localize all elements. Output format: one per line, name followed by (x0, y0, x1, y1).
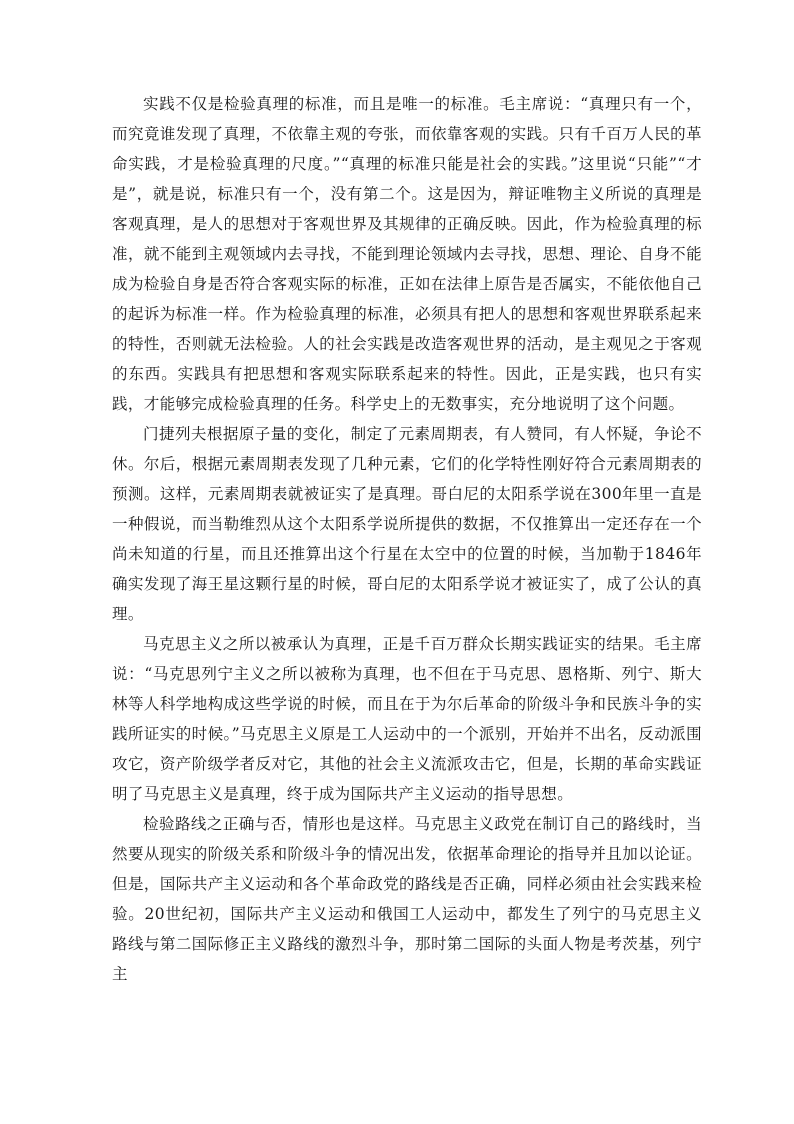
paragraph-1: 实践不仅是检验真理的标准，而且是唯一的标准。毛主席说：“真理只有一个，而究竟谁发现了真理，不依靠主观的夸张，而依靠客观的实践。只有千百万人民的革命实践，才是检验真理的尺度。”“真理的标准只能是社会的实践。”这里说“只能”“才是”，就是说，标准只有一个，没有第二个。这是因为，辩证唯物主义所说的真理是客观真理，是人的思想对于客观世界及其规律的正确反映。因此，作为检验真理的标准，就不能到主观领域内去寻找，不能到理论领域内去寻找，思想、理论、自身不能成为检验自身是否符合客观实际的标准，正如在法律上原告是否属实，不能依他自己的起诉为标准一样。作为检验真理的标准，必须具有把人的思想和客观世界联系起来的特性，否则就无法检验。人的社会实践是改造客观世界的活动，是主观见之于客观的东西。实践具有把思想和客观实际联系起来的特性。因此，正是实践，也只有实践，才能够完成检验真理的任务。科学史上的无数事实，充分地说明了这个问题。 (112, 95, 702, 413)
paragraph-4: 检验路线之正确与否，情形也是这样。马克思主义政党在制订自己的路线时，当然要从现实的阶级关系和阶级斗争的情况出发，依据革命理论的指导并且加以论证。但是，国际共产主义运动和各个革命政党的路线是否正确，同样必须由社会实践来检验。20世纪初，国际共产主义运动和俄国工人运动中，都发生了列宁的马克思主义路线与第二国际修正主义路线的激烈斗争，那时第二国际的头面人物是考茨基，列宁主 (112, 815, 702, 983)
document-body (112, 89, 702, 989)
paragraph-2: 门捷列夫根据原子量的变化，制定了元素周期表，有人赞同，有人怀疑，争论不休。尔后，根据元素周期表发现了几种元素，它们的化学特性刚好符合元素周期表的预测。这样，元素周期表就被证实了是真理。哥白尼的太阳系学说在300年里一直是一种假说，而当勒维烈从这个太阳系学说所提供的数据，不仅推算出一定还存在一个尚未知道的行星，而且还推算出这个行星在太空中的位置的时候，当加勒于1846年确实发现了海王星这颗行星的时候，哥白尼的太阳系学说才被证实了，成了公认的真理。 (112, 425, 702, 623)
paragraph-3: 马克思主义之所以被承认为真理，正是千百万群众长期实践证实的结果。毛主席说：“马克思列宁主义之所以被称为真理，也不但在于马克思、恩格斯、列宁、斯大林等人科学地构成这些学说的时候，而且在于为尔后革命的阶级斗争和民族斗争的实践所证实的时候。”马克思主义原是工人运动中的一个派别，开始并不出名，反动派围攻它，资产阶级学者反对它，其他的社会主义流派攻击它，但是，长期的革命实践证明了马克思主义是真理，终于成为国际共产主义运动的指导思想。 (112, 635, 702, 803)
